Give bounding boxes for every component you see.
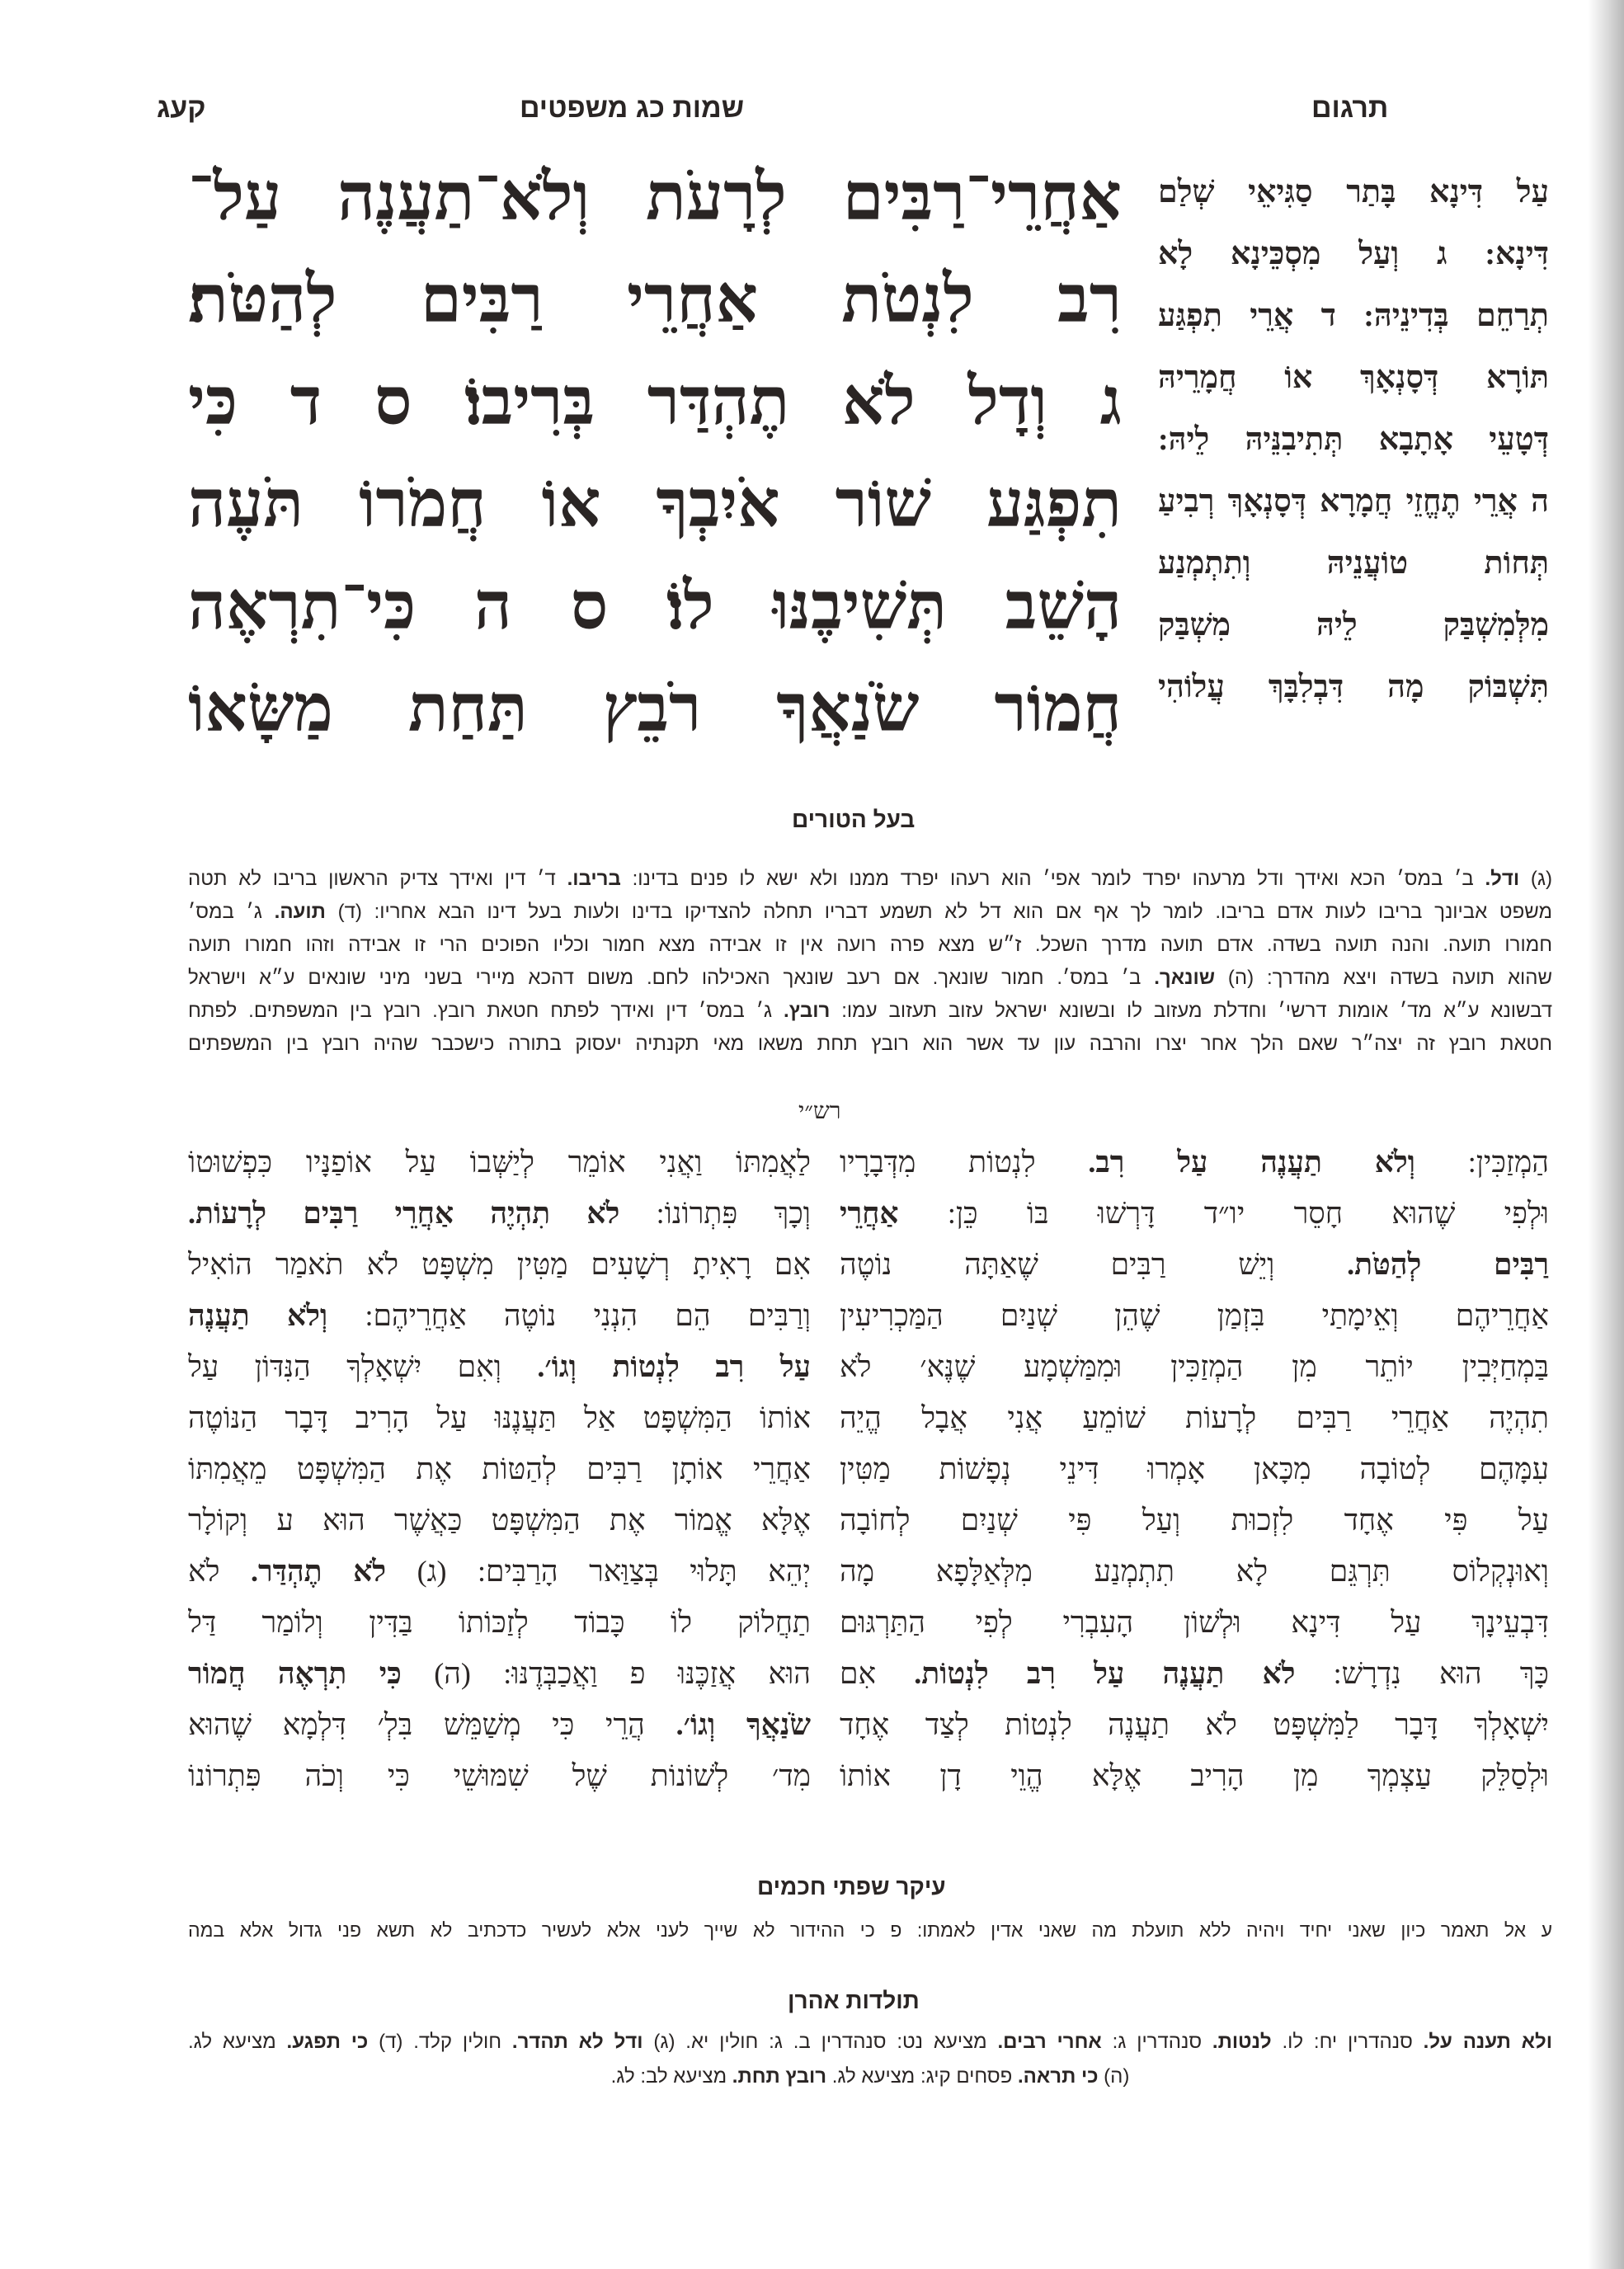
- text-segment: הַמְזַכִּין:: [1415, 1146, 1549, 1179]
- text-line: [1158, 347, 1549, 409]
- text-segment: חמורו תועה. והנה תועה בשדה. אדם תועה מדרך השכל. ז״ש מצא פרה רועה אין זו אבידה מצא חמור וכליו הפוכים הרי זו אבידה וזהו חמורו תועה: [188, 934, 1552, 956]
- text-line: [1158, 595, 1549, 657]
- text-segment: סנהדרין יח: לו.: [1271, 2031, 1424, 2053]
- text-segment: ג וְדָל לֹא תֶהְדַּר בְּרִיבוֹ׃ ס ד כִּי: [188, 366, 1122, 439]
- toldot-aharon-text: [188, 2025, 1552, 2094]
- bold-lemma: כי תפגע.: [286, 2031, 369, 2053]
- bold-lemma: לֹא תִהְיֶה אַחֲרֵי רַבִּים לְרָעוֹת.: [188, 1197, 620, 1230]
- text-segment: מִלְּמִשְׁבַּק לֵיהּ מִשְׁבַּק: [1158, 608, 1549, 643]
- toldot-aharon-title: תולדות אהרן: [788, 1988, 920, 2013]
- text-segment: וְאִם יִשְׁאָלְךָ הַנִּדּוֹן עַל: [188, 1350, 538, 1383]
- text-line: [188, 896, 1552, 929]
- bold-lemma: תועה.: [274, 901, 326, 923]
- text-segment: משפט אביונך בריבו לעות אדם בריבו. לומר לך אף אם הוא דל לא תשמע דבריו תחלה להצדיקו בדינו ולעות בעל דינו הבא אחריו: (ד): [325, 901, 1552, 923]
- text-line: [188, 863, 1552, 896]
- text-segment: וְאוּנְקְלוֹס תִּרְגֵּם לָא תִתְמְנַע מִלְּאַלָּפָא מָה: [840, 1555, 1549, 1588]
- text-line: [840, 1137, 1549, 1188]
- text-segment: ע אל תאמר כיון שאני יחיד ויהיה ללא תועלת מה שאני אדין לאמתו: פ כי ההידור לא שייך לעני אלא לעשיר כדכתיב לא תשא פני גדול אלא במה: [188, 1919, 1552, 1941]
- text-segment: חטאת רובץ זה יצה״ר שאם הלך אחר יצרו והרבה עון עד אשר הוא רובץ תחת משאו מאי תקנתיה יעסוק בתורה כישכבר שהיה רובץ בין המשפתים: [188, 1033, 1552, 1055]
- bold-lemma: עַל רִב לִנְטוֹת וְגוֹ׳.: [537, 1350, 811, 1383]
- text-segment: ב׳ במס׳ הכא ואידך ודל מרעהו יפרד לומר אפי׳ הוא רעהו יפרד ממנו ולא ישא לו פנים בדינו:: [620, 868, 1485, 890]
- text-line: [188, 995, 1552, 1028]
- text-line: [1158, 471, 1549, 533]
- bold-lemma: שֹׂנַאֲךָ וְגוֹ׳.: [675, 1708, 811, 1741]
- text-line: [840, 1341, 1549, 1392]
- text-segment: וְרַבִּים הֵם הִנְנִי נוֹטֶה אַחֲרֵיהֶם:: [327, 1299, 811, 1332]
- text-segment: חֲמוֹר שֹׂנַאֲךָ רֹבֵץ תַּחַת מַשָּׂאוֹ: [188, 673, 1122, 746]
- bold-lemma: לֹא תַעֲנֶה עַל רִב לִנְטוֹת.: [914, 1657, 1296, 1690]
- rashi-title: רש״י: [798, 1099, 841, 1124]
- text-segment: מִד׳ לְשׁוֹנוֹת שֶׁל שִׁמּוּשֵׁי כִּי וְכֹה פִּתְרוֹנוֹ: [188, 1759, 811, 1792]
- text-line: [188, 658, 1122, 760]
- text-segment: וּלְפִי שֶׁהוּא חָסֵר יו״ד דָּרְשׁוּ בּוֹ כֵּן:: [898, 1197, 1549, 1230]
- text-segment: הֲרֵי כִּי מְשַׁמֵּשׁ בִּלְ׳ דִּלְמָא שֶׁהוּא: [188, 1708, 676, 1741]
- text-segment: עַל דִּינָא בָּתַר סַגִּיאֵי שְׁלַם: [1158, 175, 1549, 209]
- text-line: [188, 454, 1122, 556]
- text-line: [188, 1443, 811, 1495]
- text-segment: דִּינָא: ג וְעַל מִסְכֵּינָא לָא: [1158, 237, 1549, 271]
- text-line: [188, 1188, 811, 1239]
- targum-title: תרגום: [1311, 92, 1389, 124]
- siftei-chachamim-title: עיקר שפתי חכמים: [757, 1874, 946, 1899]
- text-segment: עִמָּהֶם לְטוֹבָה מִכָּאן אָמְרוּ דִּינֵי נְפָשׁוֹת מַטִּין: [840, 1452, 1549, 1485]
- text-segment: אוֹתוֹ הַמִּשְׁפָּט אַל תַּעֲנֶנּוּ עַל הָרִיב דָּבָר הַנּוֹטֶה: [188, 1401, 811, 1434]
- text-segment: דבשונא ע״א מד׳ אומות דרשי׳ וחדלת מעזוב לו ובשונא ישראל עזוב תעזוב עמו:: [830, 1000, 1552, 1022]
- bold-lemma: רַבִּים לְהַטֹּת.: [1347, 1248, 1549, 1281]
- page-number: קעג: [157, 92, 206, 124]
- text-segment: תּוֹרָא דְּסָנְאָךְ אוֹ חֲמָרֵיהּ: [1158, 360, 1549, 395]
- text-segment: וְיֵשׁ רַבִּים שֶׁאַתָּה נוֹטֶה: [840, 1248, 1348, 1281]
- siftei-chachamim-text: [188, 1914, 1552, 1947]
- text-line: [188, 2060, 1552, 2094]
- text-segment: תְרַחֵם בְּדִינֵיהּ: ד אֲרֵי תִפְגַּע: [1158, 299, 1549, 333]
- text-line: [840, 1239, 1549, 1290]
- text-segment: ג׳ במס׳ דין ואידך לפתח חטאת רובץ. רובץ בין המשפתים. לפתח: [188, 1000, 784, 1022]
- text-line: [188, 351, 1122, 454]
- text-segment: מציעא נט: סנהדרין ב. ג: חולין יא. (ג): [643, 2031, 998, 2053]
- text-segment: בַּמְחַיְּבִין יוֹתֵר מִן הַמְזַכִּין וּמִמַּשְׁמָע שֶׁנֶּא׳ לֹא: [840, 1350, 1549, 1383]
- text-line: [188, 1914, 1552, 1947]
- text-line: [188, 1341, 811, 1392]
- text-segment: וְכָךְ פִּתְרוֹנוֹ:: [619, 1197, 811, 1230]
- text-segment: אֶלָּא אֱמוֹר אֶת הַמִּשְׁפָּט כַּאֲשֶׁר הוּא ע וְקוֹלָר: [188, 1504, 811, 1537]
- text-segment: (ה): [1098, 2065, 1130, 2088]
- text-line: [840, 1392, 1549, 1443]
- text-segment: לַאֲמִתּוֹ וַאֲנִי אוֹמֵר לְיַשְּׁבוֹ עַל אוֹפַנָּיו כִּפְשׁוּטוֹ: [188, 1146, 811, 1179]
- text-line: [840, 1597, 1549, 1648]
- text-line: [188, 1392, 811, 1443]
- text-line: [188, 556, 1122, 658]
- running-title: שמות כג משפטים: [520, 92, 745, 124]
- text-line: [188, 1750, 811, 1801]
- text-segment: מציעא לג.: [188, 2031, 287, 2053]
- bold-lemma: רובץ.: [784, 1000, 831, 1022]
- text-segment: תַחֲלוֹק לוֹ כָּבוֹד לְזַכּוֹתוֹ בַּדִּין וְלוֹמַר דַּל: [188, 1606, 811, 1639]
- text-segment: שהוא תועה בשדה ויצא מהדרך: (ה): [1215, 967, 1552, 989]
- text-segment: מציעא לב: לג.: [610, 2065, 732, 2088]
- bold-lemma: שונאך.: [1154, 967, 1216, 989]
- text-segment: תִּשְׁבּוֹק מָה דִּבְלִבָּךְ עֲלוֹהִי: [1158, 670, 1549, 704]
- text-segment: כָּךְ הוּא נִדְרָשׁ:: [1295, 1657, 1549, 1690]
- text-segment: אַחֲרֵי־רַבִּים לְרָעֹת וְלֹא־תַעֲנֶה עַל־: [188, 162, 1122, 234]
- bold-lemma: אחרי רבים.: [997, 2031, 1102, 2053]
- baal-haturim-text: [188, 863, 1552, 1061]
- text-line: [1158, 162, 1549, 224]
- text-line: [188, 1137, 811, 1188]
- text-line: [840, 1546, 1549, 1597]
- text-segment: דִּבְעֵינָךְ עַל דִּינָא וּלְשׁוֹן הָעִבְרִי לְפִי הַתַּרְגּוּם: [840, 1606, 1549, 1639]
- text-line: [840, 1648, 1549, 1699]
- text-segment: וּלְסַלֵּק עַצְמְךָ מִן הָרִיב אֶלָּא הֱוֵי דָן אוֹתוֹ: [840, 1759, 1549, 1792]
- text-line: [188, 1495, 811, 1546]
- text-line: [1158, 409, 1549, 471]
- text-segment: תְּחוֹת טוֹעֲנֵיהּ וְתִתְמְנַע: [1158, 546, 1549, 581]
- text-line: [840, 1699, 1549, 1750]
- text-line: [188, 929, 1552, 962]
- text-segment: אִם: [840, 1657, 915, 1690]
- text-line: [188, 1239, 811, 1290]
- bold-lemma: בריבו.: [567, 868, 621, 890]
- text-line: [188, 1028, 1552, 1061]
- text-segment: אַחֲרֵיהֶם וְאֵימָתַי בִּזְמַן שֶׁהֵן שְׁנַיִם הַמַּכְרִיעִין: [840, 1299, 1549, 1332]
- text-segment: ד׳ דין ואידך צדיק הראשון בריבו לא תטה: [188, 868, 567, 890]
- bold-lemma: ודל לא תהדר.: [511, 2031, 643, 2053]
- text-line: [188, 249, 1122, 351]
- text-segment: דְּטָעֵי אָתָבָא תְּתִיבִנֵּיהּ לֵיהּ:: [1158, 422, 1549, 457]
- text-segment: פסחים קיג: מציעא לג.: [826, 2065, 1018, 2088]
- bold-lemma: ולא תענה על.: [1423, 2031, 1552, 2053]
- bold-lemma: אַחֲרֵי: [840, 1197, 899, 1230]
- text-segment: סנהדרין ג:: [1101, 2031, 1212, 2053]
- bold-lemma: ודל.: [1485, 868, 1520, 890]
- text-line: [188, 147, 1122, 249]
- text-segment: תִהְיֶה אַחֲרֵי רַבִּים לְרָעוֹת שׁוֹמֵעַ אֲנִי אֲבָל הֱיֵה: [840, 1401, 1549, 1434]
- text-segment: חולין קלד. (ד): [368, 2031, 512, 2053]
- text-line: [840, 1188, 1549, 1239]
- text-line: [1158, 285, 1549, 347]
- text-line: [188, 962, 1552, 995]
- text-segment: אַחֲרֵי אוֹתָן רַבִּים לְהַטּוֹת אֶת הַמִּשְׁפָּט מֵאֲמִתּוֹ: [188, 1452, 811, 1485]
- text-segment: יְהֵא תָּלוּי בְּצַוַּאר הָרַבִּים: (ג): [386, 1555, 811, 1588]
- bold-lemma: וְלֹא תַעֲנֶה: [188, 1299, 328, 1332]
- bold-lemma: וְלֹא תַעֲנֶה עַל רִב.: [1088, 1146, 1415, 1179]
- text-segment: עַל פִּי אֶחָד לִזְכוּת וְעַל פִּי שְׁנַיִם לְחוֹבָה: [840, 1504, 1549, 1537]
- bold-lemma: לנטות.: [1212, 2031, 1272, 2053]
- text-segment: הָשֵׁב תְּשִׁיבֶנּוּ לוֹ׃ ס ה כִּי־תִרְאֶה: [188, 571, 1122, 643]
- text-line: [188, 1290, 811, 1341]
- bold-lemma: כי תראה.: [1017, 2065, 1099, 2088]
- text-line: [840, 1495, 1549, 1546]
- targum-text: [1158, 162, 1549, 718]
- text-segment: הוּא אֲזַכֶּנּוּ פ וַאֲכַבְּדֶנּוּ: (ה): [401, 1657, 811, 1690]
- rashi-right-column: [840, 1137, 1549, 1801]
- text-segment: ה אֲרֵי תֶחֱזֵי חֲמָרָא דְּסָנְאָךְ רְבִיעַ: [1158, 484, 1549, 519]
- bold-lemma: רובץ תחת.: [732, 2065, 827, 2088]
- torah-verse-text: [188, 147, 1122, 760]
- text-line: [188, 1546, 811, 1597]
- text-segment: לִנְטוֹת מִדְּבָרָיו: [840, 1146, 1089, 1179]
- text-line: [1158, 224, 1549, 285]
- text-segment: ג׳ במס׳: [188, 901, 275, 923]
- text-line: [840, 1290, 1549, 1341]
- text-segment: (ג): [1519, 868, 1552, 890]
- text-segment: רִב לִנְטֹת אַחֲרֵי רַבִּים לְהַטֹּת׃: [188, 264, 1122, 337]
- text-line: [1158, 533, 1549, 595]
- text-line: [188, 1597, 811, 1648]
- text-segment: אִם רָאִיתָ רְשָׁעִים מַטִּין מִשְׁפָּט לֹא תֹאמַר הוֹאִיל: [188, 1248, 811, 1281]
- text-line: [188, 1699, 811, 1750]
- text-line: [188, 1648, 811, 1699]
- text-line: [188, 2025, 1552, 2060]
- text-segment: לֹא: [188, 1555, 251, 1588]
- text-segment: יִשְׁאָלְךָ דָּבָר לַמִּשְׁפָּט לֹא תַעֲנֶה לִנְטוֹת לְצַד אֶחָד: [840, 1708, 1549, 1741]
- bold-lemma: לֹא תֶהְדַּר.: [250, 1555, 387, 1588]
- text-line: [1158, 657, 1549, 718]
- rashi-left-column: [188, 1137, 811, 1801]
- bold-lemma: כִּי תִרְאֶה חֲמוֹר: [188, 1657, 402, 1690]
- text-line: [840, 1443, 1549, 1495]
- text-segment: תִפְגַּע שׁוֹר אֹיִבְךָ אוֹ חֲמֹרוֹ תֹּעֶה: [188, 468, 1122, 541]
- text-line: [840, 1750, 1549, 1801]
- text-segment: ב׳ במס׳. חמור שונאך. אם רעב שונאך האכילהו לחם. משום דהכא מיירי בשני מיני שונאים ע״א וישראל: [188, 967, 1155, 989]
- baal-haturim-title: בעל הטורים: [792, 807, 916, 832]
